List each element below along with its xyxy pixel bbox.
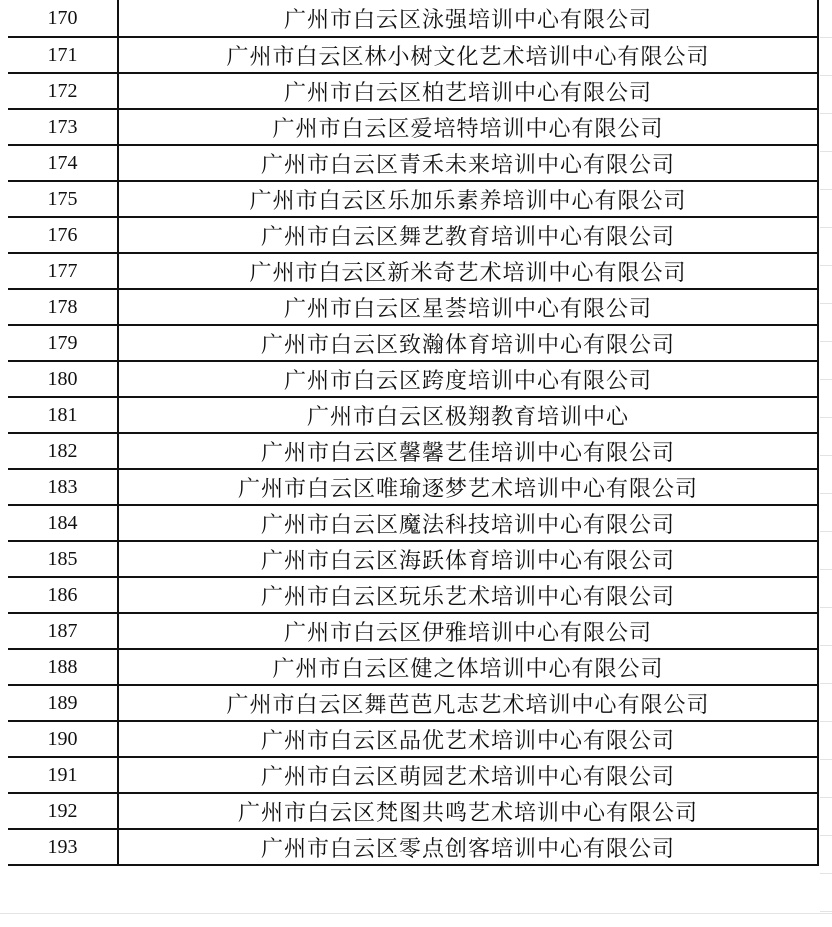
row-number-cell[interactable]: 174	[8, 145, 118, 181]
table-row	[8, 613, 818, 649]
spreadsheet-gridlines	[820, 0, 832, 926]
table-row	[8, 649, 818, 685]
table-row	[8, 469, 818, 505]
company-name-cell[interactable]: 广州市白云区乐加乐素养培训中心有限公司	[118, 181, 818, 217]
row-number-cell[interactable]: 176	[8, 217, 118, 253]
company-name-cell[interactable]: 广州市白云区伊雅培训中心有限公司	[118, 613, 818, 649]
row-number-cell[interactable]: 192	[8, 793, 118, 829]
company-name-cell[interactable]: 广州市白云区新米奇艺术培训中心有限公司	[118, 253, 818, 289]
table-row	[8, 0, 818, 37]
table-row	[8, 325, 818, 361]
row-number-cell[interactable]: 188	[8, 649, 118, 685]
table-row	[8, 577, 818, 613]
company-name-cell[interactable]: 广州市白云区舞芭芭凡志艺术培训中心有限公司	[118, 685, 818, 721]
company-name-cell[interactable]: 广州市白云区星荟培训中心有限公司	[118, 289, 818, 325]
row-number-cell[interactable]: 187	[8, 613, 118, 649]
table-body	[8, 0, 818, 865]
company-name-cell[interactable]: 广州市白云区梵图共鸣艺术培训中心有限公司	[118, 793, 818, 829]
spreadsheet-bottom-strip	[0, 913, 832, 927]
row-number-cell[interactable]: 183	[8, 469, 118, 505]
row-number-cell[interactable]: 173	[8, 109, 118, 145]
table-row	[8, 361, 818, 397]
company-name-cell[interactable]: 广州市白云区林小树文化艺术培训中心有限公司	[118, 37, 818, 73]
company-name-cell[interactable]: 广州市白云区唯瑜逐梦艺术培训中心有限公司	[118, 469, 818, 505]
row-number-cell[interactable]: 178	[8, 289, 118, 325]
table-row	[8, 73, 818, 109]
table-row	[8, 145, 818, 181]
table-row	[8, 217, 818, 253]
table-row	[8, 829, 818, 865]
row-number-cell[interactable]: 170	[8, 0, 118, 37]
row-number-cell[interactable]: 171	[8, 37, 118, 73]
row-number-cell[interactable]: 181	[8, 397, 118, 433]
row-number-cell[interactable]: 189	[8, 685, 118, 721]
table-row	[8, 253, 818, 289]
row-number-cell[interactable]: 185	[8, 541, 118, 577]
company-name-cell[interactable]: 广州市白云区爱培特培训中心有限公司	[118, 109, 818, 145]
company-name-cell[interactable]: 广州市白云区零点创客培训中心有限公司	[118, 829, 818, 865]
row-number-cell[interactable]: 172	[8, 73, 118, 109]
row-number-cell[interactable]: 182	[8, 433, 118, 469]
row-number-cell[interactable]: 180	[8, 361, 118, 397]
company-name-cell[interactable]: 广州市白云区品优艺术培训中心有限公司	[118, 721, 818, 757]
row-number-cell[interactable]: 179	[8, 325, 118, 361]
company-name-cell[interactable]: 广州市白云区跨度培训中心有限公司	[118, 361, 818, 397]
company-name-cell[interactable]: 广州市白云区海跃体育培训中心有限公司	[118, 541, 818, 577]
table-row	[8, 181, 818, 217]
table-row	[8, 721, 818, 757]
table-row	[8, 541, 818, 577]
company-name-cell[interactable]: 广州市白云区极翔教育培训中心	[118, 397, 818, 433]
company-name-cell[interactable]: 广州市白云区玩乐艺术培训中心有限公司	[118, 577, 818, 613]
table-row	[8, 685, 818, 721]
table-row	[8, 109, 818, 145]
company-name-cell[interactable]: 广州市白云区柏艺培训中心有限公司	[118, 73, 818, 109]
row-number-cell[interactable]: 193	[8, 829, 118, 865]
company-list-table	[8, 0, 819, 866]
table-row	[8, 433, 818, 469]
row-number-cell[interactable]: 177	[8, 253, 118, 289]
row-number-cell[interactable]: 190	[8, 721, 118, 757]
company-name-cell[interactable]: 广州市白云区泳强培训中心有限公司	[118, 0, 818, 37]
company-name-cell[interactable]: 广州市白云区健之体培训中心有限公司	[118, 649, 818, 685]
table-row	[8, 289, 818, 325]
company-name-cell[interactable]: 广州市白云区致瀚体育培训中心有限公司	[118, 325, 818, 361]
table-row	[8, 793, 818, 829]
company-name-cell[interactable]: 广州市白云区馨馨艺佳培训中心有限公司	[118, 433, 818, 469]
table-row	[8, 505, 818, 541]
row-number-cell[interactable]: 191	[8, 757, 118, 793]
company-name-cell[interactable]: 广州市白云区青禾未来培训中心有限公司	[118, 145, 818, 181]
table-row	[8, 757, 818, 793]
table-row	[8, 37, 818, 73]
company-name-cell[interactable]: 广州市白云区魔法科技培训中心有限公司	[118, 505, 818, 541]
row-number-cell[interactable]: 186	[8, 577, 118, 613]
row-number-cell[interactable]: 175	[8, 181, 118, 217]
row-number-cell[interactable]: 184	[8, 505, 118, 541]
company-name-cell[interactable]: 广州市白云区舞艺教育培训中心有限公司	[118, 217, 818, 253]
company-name-cell[interactable]: 广州市白云区萌园艺术培训中心有限公司	[118, 757, 818, 793]
table-row	[8, 397, 818, 433]
